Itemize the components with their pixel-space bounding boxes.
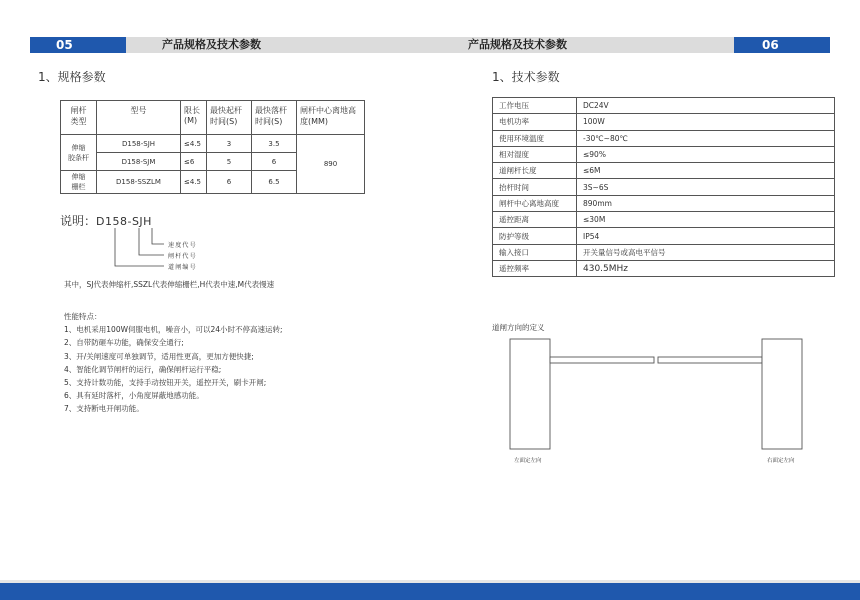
table-row xyxy=(493,163,835,179)
page-number: 05 xyxy=(30,37,126,53)
header-title: 产品规格及技术参数 xyxy=(468,38,567,51)
cell-type: 伸缩 栅栏 xyxy=(61,171,97,194)
cell-value: -30℃~80℃ xyxy=(577,130,835,146)
header-title: 产品规格及技术参数 xyxy=(162,38,261,51)
cell-value: 开关量信号或高电平信号 xyxy=(577,244,835,260)
cell-key: 道闸杆长度 xyxy=(493,163,577,179)
spec-table xyxy=(60,100,365,194)
cell-down: 3.5 xyxy=(252,135,297,153)
cell-model: D158-SJH xyxy=(97,135,181,153)
left-gate-arm xyxy=(550,357,654,363)
cell-type: 伸缩 胶条杆 xyxy=(61,135,97,171)
cell-down: 6 xyxy=(252,153,297,171)
cell-down: 6.5 xyxy=(252,171,297,194)
cell-key: 电机功率 xyxy=(493,114,577,130)
gate-direction-diagram xyxy=(500,335,810,455)
bracket-label-gate: 道闸编号 xyxy=(168,264,197,271)
features-list xyxy=(64,310,283,416)
table-row xyxy=(493,114,835,130)
cell-limit: ≤4.5 xyxy=(181,171,207,194)
col-header-limit: 限长 (M) xyxy=(181,101,207,135)
page-number: 06 xyxy=(734,37,830,53)
cell-value: DC24V xyxy=(577,98,835,114)
table-row xyxy=(493,244,835,260)
cell-key: 抬杆时间 xyxy=(493,179,577,195)
list-item: 1、电机采用100W伺服电机，噪音小，可以24小时不停高速运转; xyxy=(64,325,283,335)
table-row xyxy=(493,146,835,162)
cell-key: 遥控频率 xyxy=(493,260,577,276)
bracket-label-speed: 速度代号 xyxy=(168,242,197,249)
section-heading: 1、技术参数 xyxy=(492,70,560,84)
note-text: 其中，SJ代表伸缩杆,SSZL代表伸缩栅栏,H代表中速,M代表慢速 xyxy=(64,280,275,289)
gate-right-caption: 右面定左向 xyxy=(767,458,795,464)
list-item: 5、支持计数功能，支持手动按钮开关，遥控开关，刷卡开闸; xyxy=(64,378,267,388)
footer-bar xyxy=(430,583,860,600)
cell-value: 100W xyxy=(577,114,835,130)
cell-key: 输入接口 xyxy=(493,244,577,260)
table-row xyxy=(493,179,835,195)
cell-key: 使用环境温度 xyxy=(493,130,577,146)
gate-direction-title: 道闸方向的定义 xyxy=(492,323,545,332)
col-header-model: 型号 xyxy=(97,101,181,135)
gate-left-caption: 左面定左向 xyxy=(514,458,542,464)
cell-key: 闸杆中心离地高度 xyxy=(493,195,577,211)
cell-value: 890mm xyxy=(577,195,835,211)
list-item: 2、自带防砸车功能，确保安全通行; xyxy=(64,338,184,348)
explain-model: D158-SJH xyxy=(96,215,152,228)
table-header-row xyxy=(61,101,365,135)
cell-model: D158-SJM xyxy=(97,153,181,171)
col-header-down: 最快落杆 时间(S) xyxy=(252,101,297,135)
cell-value: ≤6M xyxy=(577,163,835,179)
col-header-height: 闸杆中心离地高 度(MM) xyxy=(297,101,365,135)
cell-up: 3 xyxy=(207,135,252,153)
cell-limit: ≤4.5 xyxy=(181,135,207,153)
table-row xyxy=(493,98,835,114)
right-page xyxy=(430,0,860,600)
table-row xyxy=(493,228,835,244)
list-item: 7、支持断电开闸功能。 xyxy=(64,404,144,414)
tech-table xyxy=(492,97,835,277)
cell-up: 6 xyxy=(207,171,252,194)
list-item: 4、智能化调节闸杆的运行，确保闸杆运行平稳; xyxy=(64,364,222,374)
right-gate-cabinet xyxy=(762,339,802,449)
table-row xyxy=(493,195,835,211)
left-gate-cabinet xyxy=(510,339,550,449)
cell-key: 相对湿度 xyxy=(493,146,577,162)
table-row xyxy=(493,212,835,228)
cell-value: ≤90% xyxy=(577,146,835,162)
cell-up: 5 xyxy=(207,153,252,171)
list-item: 3、开/关闸速度可单独调节，适用性更高，更加方便快捷; xyxy=(64,351,254,361)
col-header-type: 闸杆 类型 xyxy=(61,101,97,135)
cell-limit: ≤6 xyxy=(181,153,207,171)
list-item: 6、具有延时落杆，小角度屏蔽地感功能。 xyxy=(64,391,204,401)
cell-center-height: 890 xyxy=(297,135,365,194)
cell-value: IP54 xyxy=(577,228,835,244)
table-row xyxy=(61,135,365,153)
section-heading: 1、规格参数 xyxy=(38,70,106,84)
cell-key: 工作电压 xyxy=(493,98,577,114)
cell-key: 防护等级 xyxy=(493,228,577,244)
col-header-up: 最快起杆 时间(S) xyxy=(207,101,252,135)
cell-value: 430.5MHz xyxy=(577,260,835,276)
cell-model: D158-SSZLM xyxy=(97,171,181,194)
model-code-brackets xyxy=(100,226,170,271)
cell-value: 3S~6S xyxy=(577,179,835,195)
explain-label: 说明： xyxy=(60,214,97,228)
cell-key: 遥控距离 xyxy=(493,212,577,228)
cell-value: ≤30M xyxy=(577,212,835,228)
bracket-label-arm: 闸杆代号 xyxy=(168,253,197,260)
table-row xyxy=(493,260,835,276)
table-row xyxy=(493,130,835,146)
features-title: 性能特点： xyxy=(64,312,102,321)
right-gate-arm xyxy=(658,357,762,363)
footer-bar xyxy=(0,583,430,600)
